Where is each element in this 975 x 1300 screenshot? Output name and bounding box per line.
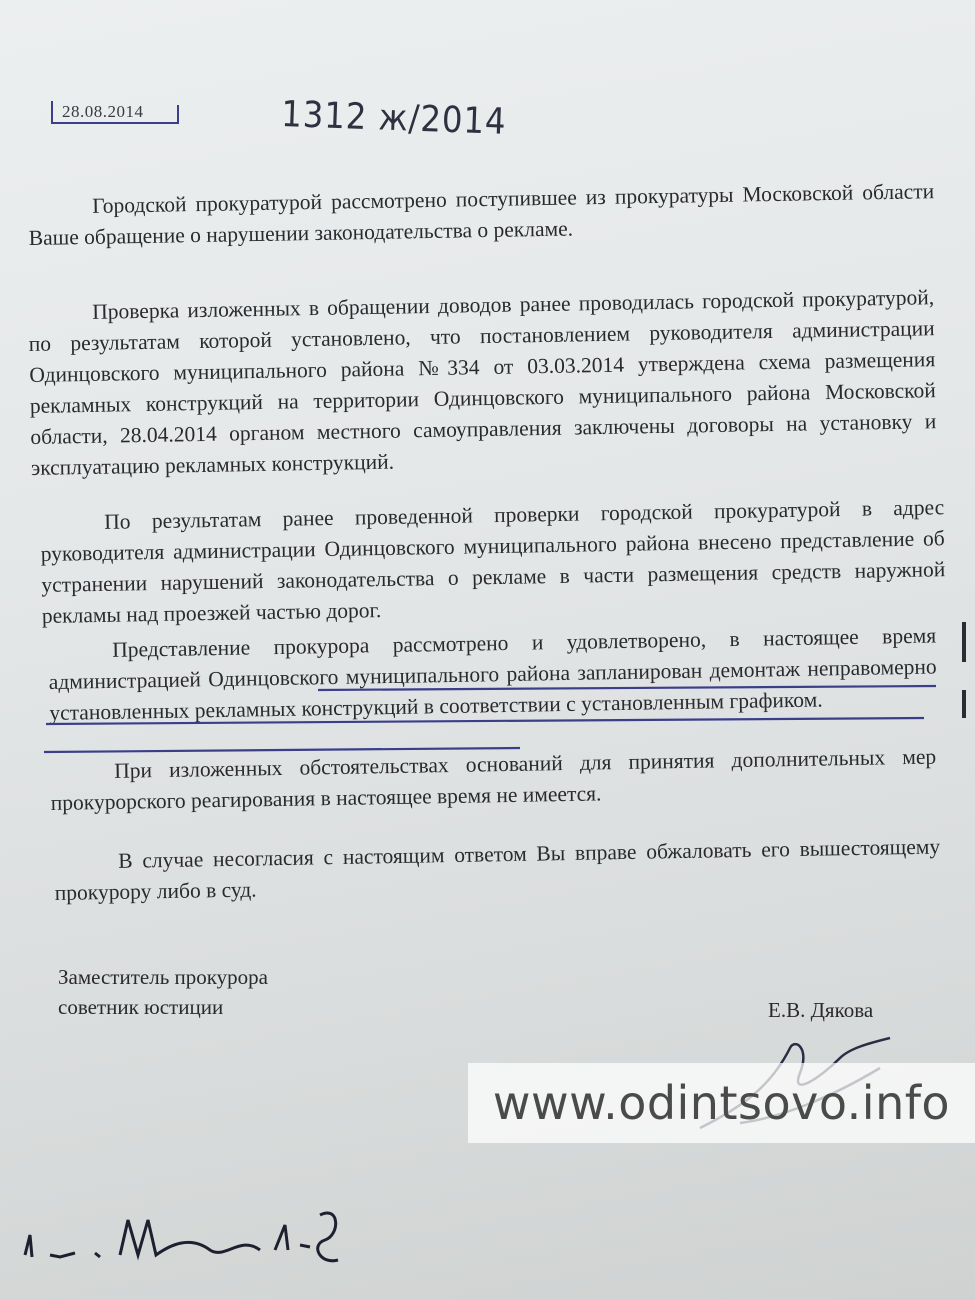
stamp-date: 28.08.2014 xyxy=(62,102,144,121)
signer-name: Е.В. Дякова xyxy=(768,998,874,1022)
registration-number: 1312 ж/2014 xyxy=(280,94,508,143)
handwritten-initials xyxy=(20,1195,350,1285)
margin-mark xyxy=(962,622,966,662)
signer-position-line1: Заместитель прокурора xyxy=(58,965,268,989)
paragraph-2: Проверка изложенных в обращении доводов ранее проводилась городской прокуратурой, по результатам которой установлено, что постановлением руководителя администрации Одинцовского муниципального района №334 от 03.03.2014 утверждена схема размещения рекламных конструкций на территории Одинцовского муниципального района Московской области, 28.04.2014 органом местного самоуправления заключены договоры на установку и эксплуатацию рекламных конструкций. xyxy=(28,285,937,480)
signer-position xyxy=(58,962,268,1022)
signer-position-line2: советник юстиции xyxy=(58,995,224,1019)
paragraph-6: В случае несогласия с настоящим ответом Вы вправе обжаловать его вышестоящему прокурору либо в суд. xyxy=(54,834,941,905)
paragraph-1: Городской прокуратурой рассмотрено поступившее из прокуратуры Московской области Ваше обращение о нарушении законодательства о рекламе. xyxy=(28,179,935,250)
paragraph-4: Представление прокурора рассмотрено и удовлетворено, в настоящее время администрацией Одинцовского муниципального района запланирован демонтаж неправомерно установленных рекламных конструкций в соответствии с установленным графиком. xyxy=(48,623,937,725)
watermark xyxy=(468,1063,975,1143)
paragraph-3: По результатам ранее проведенной проверки городской прокуратурой в адрес руководителя администрации Одинцовского муниципального района внесено представление об устранении нарушений законодательства о рекламе в части размещения средств наружной рекламы над проезжей частью дорог. xyxy=(40,495,946,628)
margin-mark xyxy=(962,690,966,718)
watermark-text: www.odintsovo.info xyxy=(492,1076,951,1130)
paragraph-5: При изложенных обстоятельствах оснований для принятия дополнительных мер прокурорского реагирования в настоящее время не имеется. xyxy=(50,744,937,815)
